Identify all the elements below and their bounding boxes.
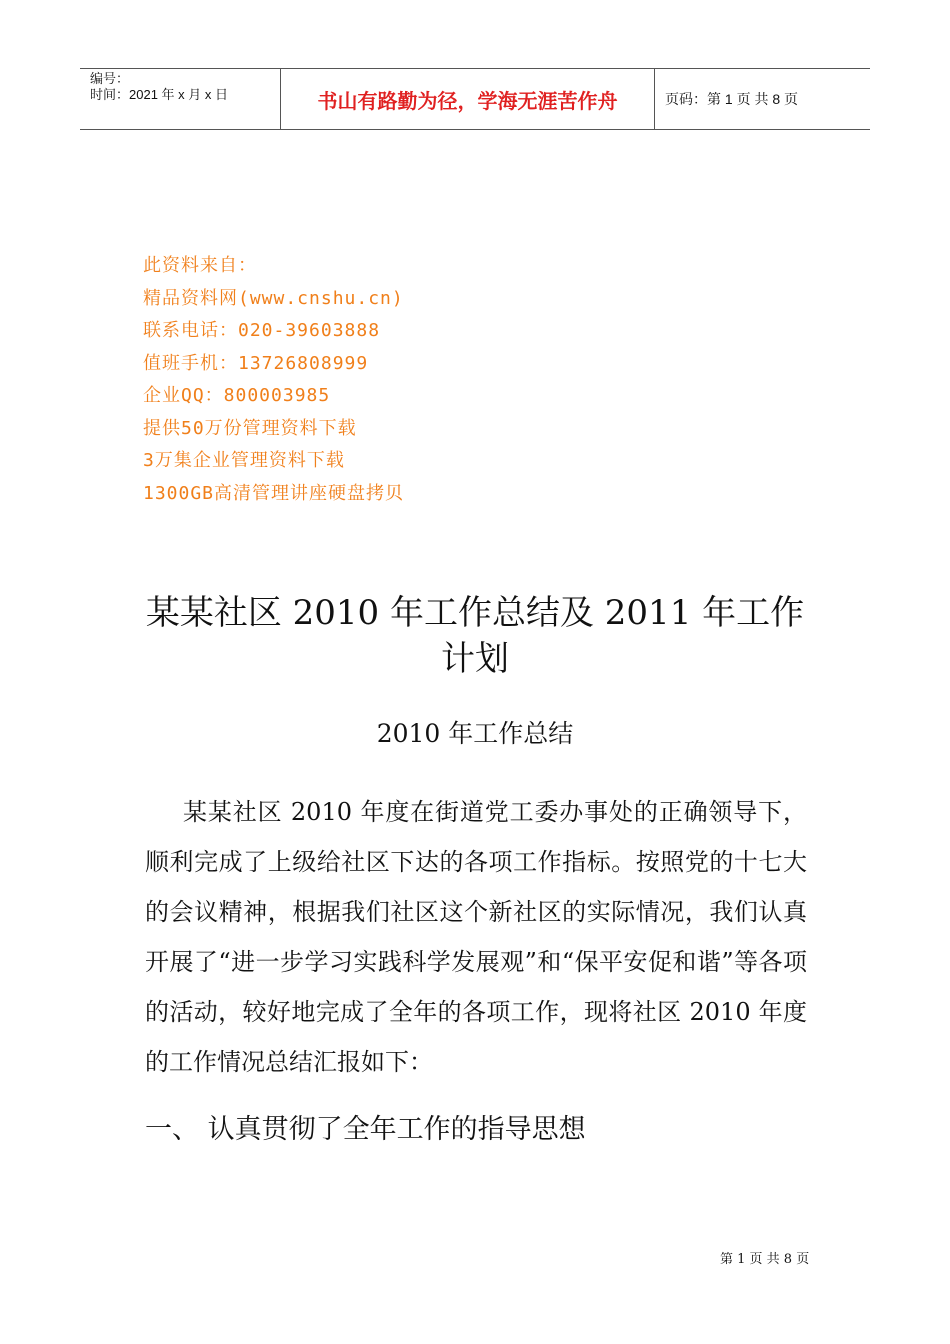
source-line: 此资料来自： xyxy=(143,255,257,276)
header-motto: 书山有路勤为径，学海无涯苦作舟 xyxy=(281,69,655,129)
section-heading: 一、 认真贯彻了全年工作的指导思想 xyxy=(145,1114,586,1145)
document-subtitle: 2010 年工作总结 xyxy=(376,719,574,748)
header-meta xyxy=(80,69,281,129)
source-line: 3万集企业管理资料下载 xyxy=(143,450,345,471)
page-header xyxy=(80,68,870,130)
document-date-label: 时间：2021 年 x 月 x 日 xyxy=(90,87,228,102)
source-line: 企业QQ：800003985 xyxy=(143,385,331,406)
source-line: 提供50万份管理资料下载 xyxy=(143,417,357,439)
document-number-label: 编号： xyxy=(90,71,130,86)
source-line: 1300GB高清管理讲座硬盘拷贝 xyxy=(143,482,405,504)
document-title: 某某社区 2010 年工作总结及 2011 年工作计划 xyxy=(145,593,805,679)
body-paragraph: 某某社区 2010 年度在街道党工委办事处的正确领导下，顺利完成了上级给社区下达的各项工作指标。按照党的十七大的会议精神，根据我们社区这个新社区的实际情况，我们认真开展了“进一步学习实践科学发展观”和“保平安促和谐”等各项的活动，较好地完成了全年的各项工作，现将社区 2010 年度的工作情况总结汇报如下： xyxy=(145,798,807,1076)
source-line: 联系电话：020-39603888 xyxy=(143,320,381,341)
header-page-number: 页码：第 1 页 共 8 页 xyxy=(665,91,799,107)
source-line: 值班手机：13726808999 xyxy=(143,352,369,374)
page-footer: 第 1 页 共 8 页 xyxy=(720,1252,810,1267)
source-info-block xyxy=(143,250,404,510)
source-website-link[interactable]: 精品资料网(www.cnshu.cn) xyxy=(143,287,404,309)
